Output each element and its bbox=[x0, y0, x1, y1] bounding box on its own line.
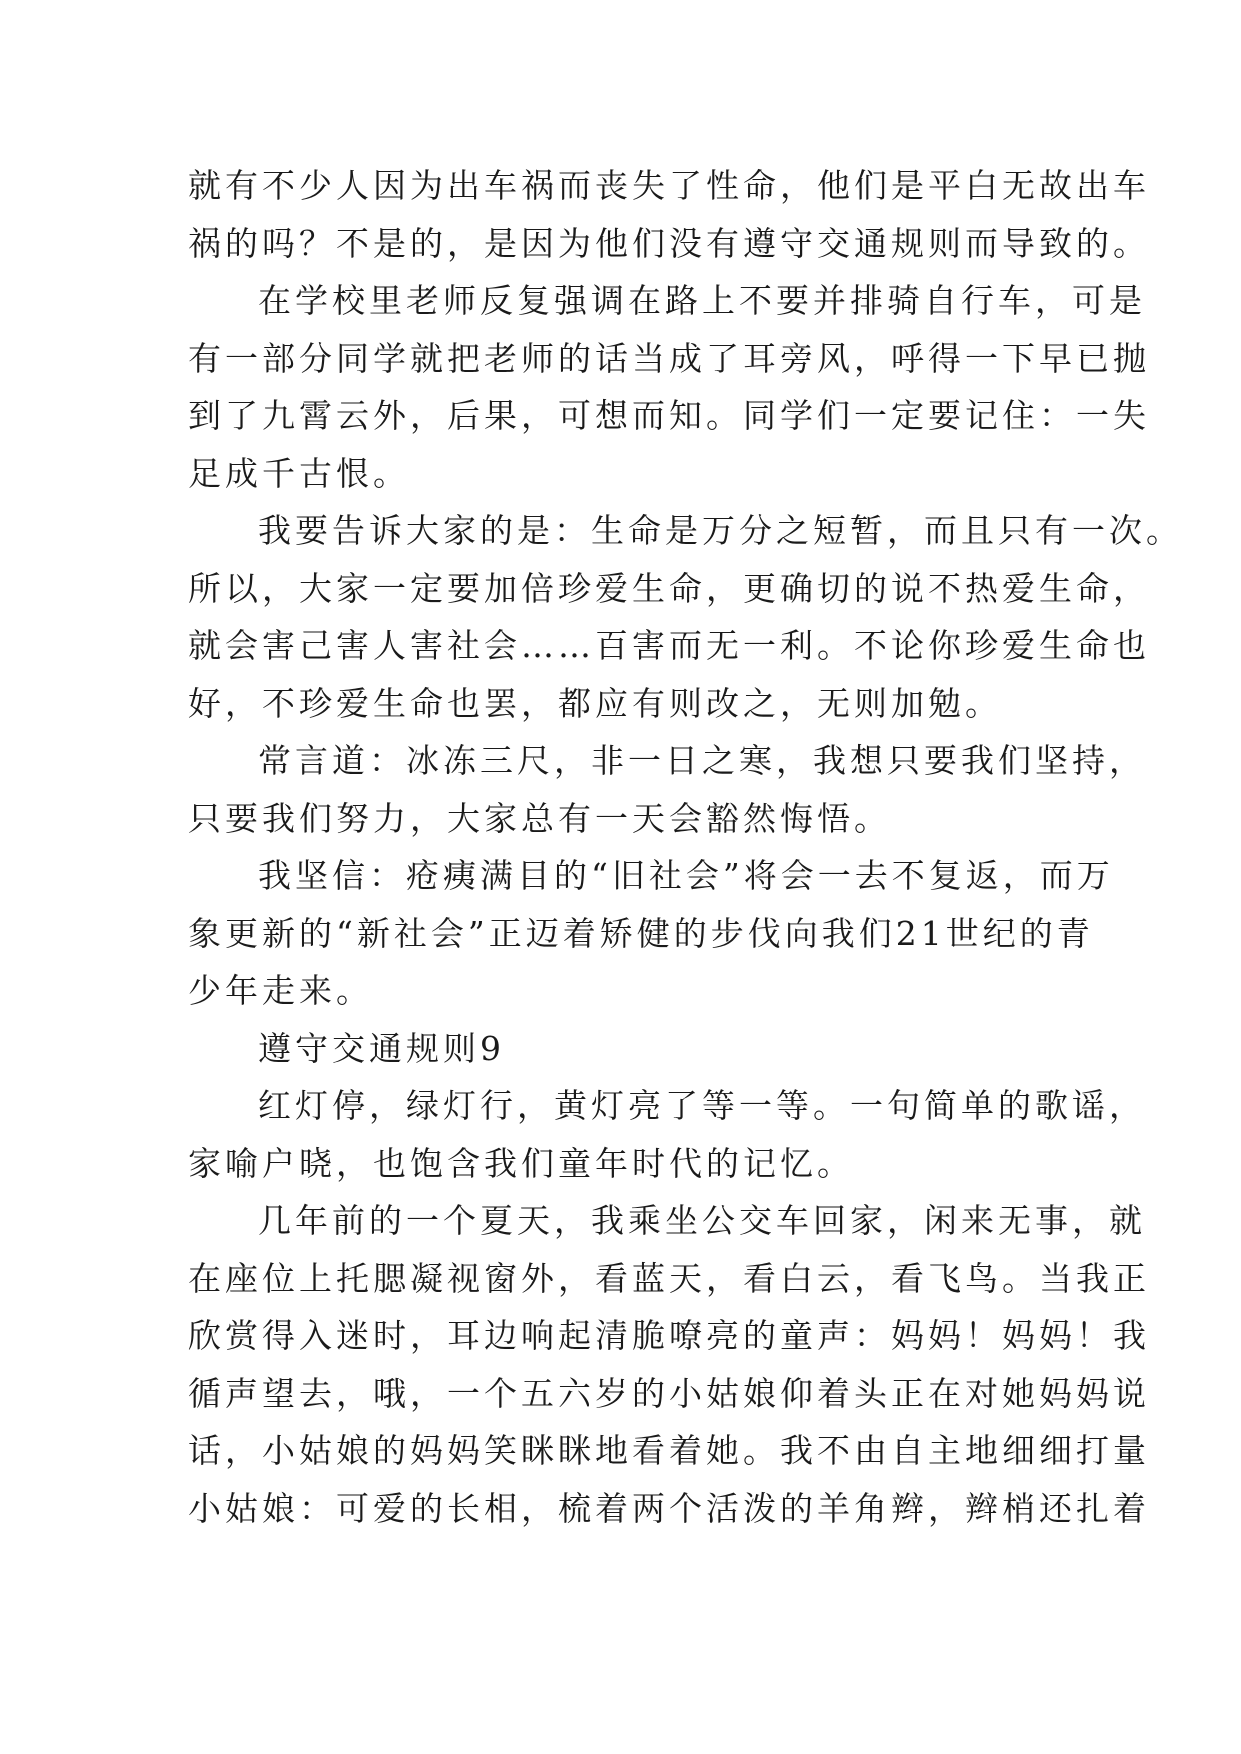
text-line: 欣赏得入迷时，耳边响起清脆嘹亮的童声：妈妈！妈妈！我 bbox=[188, 1316, 1150, 1355]
text-line: 话，小姑娘的妈妈笑眯眯地看着她。我不由自主地细细打量 bbox=[188, 1431, 1150, 1470]
text-line: 几年前的一个夏天，我乘坐公交车回家，闲来无事，就 bbox=[258, 1201, 1146, 1240]
text-line: 小姑娘：可爱的长相，梳着两个活泼的羊角辫，辫梢还扎着 bbox=[188, 1488, 1150, 1528]
text-line: 就有不少人因为出车祸而丧失了性命，他们是平白无故出车 bbox=[188, 166, 1150, 205]
text-line: 少年走来。 bbox=[188, 971, 373, 1010]
text-line: 我坚信：疮痍满目的“旧社会”将会一去不复返，而万 bbox=[258, 856, 1114, 895]
text-line: 在学校里老师反复强调在路上不要并排骑自行车，可是 bbox=[258, 281, 1146, 320]
text-line: 有一部分同学就把老师的话当成了耳旁风，呼得一下早已抛 bbox=[188, 338, 1150, 378]
text-line: 循声望去，哦，一个五六岁的小姑娘仰着头正在对她妈妈说 bbox=[188, 1373, 1150, 1413]
text-line: 在座位上托腮凝视窗外，看蓝天，看白云，看飞鸟。当我正 bbox=[188, 1258, 1150, 1298]
text-line: 好，不珍爱生命也罢，都应有则改之，无则加勉。 bbox=[188, 683, 1002, 723]
text-line: 象更新的“新社会”正迈着矫健的步伐向我们21世纪的青 bbox=[188, 913, 1094, 953]
text-line: 祸的吗？不是的，是因为他们没有遵守交通规则而导致的。 bbox=[188, 223, 1150, 263]
text-line: 就会害己害人害社会……百害而无一利。不论你珍爱生命也 bbox=[188, 626, 1150, 665]
text-line: 足成千古恨。 bbox=[188, 453, 410, 493]
text-line: 所以，大家一定要加倍珍爱生命，更确切的说不热爱生命， bbox=[188, 568, 1150, 608]
section-heading: 遵守交通规则9 bbox=[258, 1028, 505, 1068]
text-line: 只要我们努力，大家总有一天会豁然悔悟。 bbox=[188, 798, 891, 838]
text-line: 到了九霄云外，后果，可想而知。同学们一定要记住：一失 bbox=[188, 396, 1150, 435]
text-line: 家喻户晓，也饱含我们童年时代的记忆。 bbox=[188, 1143, 854, 1183]
document-body bbox=[188, 157, 1183, 1537]
text-line: 红灯停，绿灯行，黄灯亮了等一等。一句简单的歌谣， bbox=[258, 1086, 1146, 1125]
text-line: 常言道：冰冻三尺，非一日之寒，我想只要我们坚持， bbox=[258, 741, 1146, 780]
text-line: 我要告诉大家的是：生命是万分之短暂，而且只有一次。 bbox=[258, 511, 1183, 550]
